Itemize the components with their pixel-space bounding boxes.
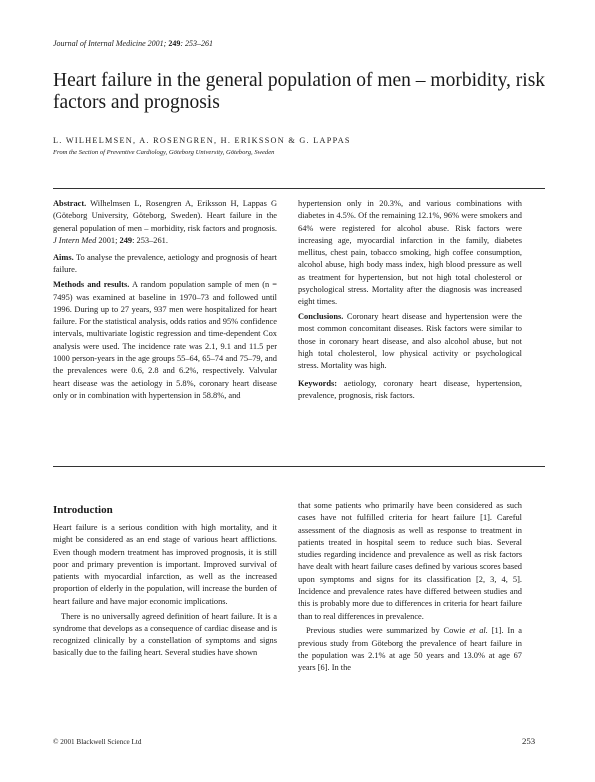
abstract-column-right [298, 198, 522, 405]
abstract-methods-continued [298, 198, 522, 309]
citation-journal: J Intern Med [53, 235, 97, 245]
intro-paragraph-2-part1: There is no universally agreed definition of heart failure. It is a syndrome that develops as a consequence of cardiac disease and is recognized clinically by a constellation of symptoms and signs basically due to the failing heart. Several studies have shown [53, 611, 277, 658]
abstract-top-rule [53, 188, 545, 189]
intro-paragraph-2 [53, 611, 277, 660]
p3-text-b: [1]. In a previous study from Göteborg the prevalence of heart failure in the population was 2.1% at age 50 years and 13.0% at age 67 years [6]. In the [298, 626, 522, 673]
abstract-keywords [298, 378, 522, 403]
citation-pages: : 253–261. [132, 235, 168, 245]
article-title: Heart failure in the general population of men – morbidity, risk factors and prognosis [53, 70, 546, 113]
author-list: L. WILHELMSEN, A. ROSENGREN, H. ERIKSSON & G. LAPPAS [53, 136, 351, 145]
introduction-column-right [298, 500, 522, 677]
keywords-text: aetiology, coronary heart disease, hypertension, prevalence, prognosis, risk factors. [298, 378, 522, 400]
abstract-conclusions [298, 311, 522, 372]
methods-text-part1: A random population sample of men (n = 7495) was examined at baseline in 1970–73 and followed until 1996. During up to 27 years, 937 men were hospitalized for heart failure. For the statistical analysis, odds ratios and 95% confidence intervals, multivariate logistic regression and time-dependent Cox analysis were used. The incidence rate was 2.1, 9.1 and 11.5 per 1000 person-years in the age groups 55–64, 65–74 and 75–79, and the prevalences were 0.6, 2.8 and 6.2%, respectively. Valvular heart disease was the aetiology in 5.8%, coronary heart disease only or in combination with hypertension in 58.8%, and [53, 280, 277, 400]
intro-paragraph-3 [298, 625, 522, 674]
abstract-citation [53, 198, 277, 247]
author-affiliation: From the Section of Preventive Cardiology, Göteborg University, Göteborg, Sweden [53, 149, 275, 156]
keywords-label: Keywords: [298, 378, 338, 388]
abstract-label: Abstract. [53, 199, 87, 208]
page-number: 253 [522, 736, 536, 746]
conclusions-label: Conclusions. [298, 312, 344, 322]
journal-pages: : 253–261 [180, 39, 213, 48]
abstract-methods [53, 279, 277, 402]
journal-volume: 249 [168, 39, 181, 48]
abstract-aims [53, 252, 277, 277]
section-heading-introduction: Introduction [53, 504, 113, 516]
aims-text: To analyse the prevalence, aetiology and prognosis of heart failure. [53, 253, 277, 275]
abstract-column-left [53, 198, 277, 405]
abstract-bottom-rule [53, 466, 545, 467]
p3-text-a: Previous studies were summarized by Cowie [306, 626, 466, 636]
copyright-notice: © 2001 Blackwell Science Ltd [53, 738, 142, 746]
intro-paragraph-2-continued [298, 500, 522, 623]
methods-label: Methods and results. [53, 280, 130, 290]
conclusions-text: Coronary heart disease and hypertension were the most common concomitant diseases. Risk factors were similar to those in coronary heart disease, and also alcohol abuse, but not high total cholesterol, low physical activity or psychological stress. Mortality was high. [298, 312, 523, 371]
journal-header [53, 39, 213, 48]
abstract-citation-text: Wilhelmsen L, Rosengren A, Eriksson H, Lappas G (Göteborg University, Göteborg, Sweden). Heart failure in the general population of men – morbidity, risk factors and prognosis. [53, 199, 277, 233]
aims-label: Aims. [53, 253, 74, 263]
introduction-column-left [53, 522, 277, 662]
methods-text-part2: hypertension only in 20.3%, and various combinations with diabetes in 4.5%. Of the remaining 12.1%, 96% were smokers and 64% were registered for alcohol abuse. Risk factors were increasing age, myocardial infarction in the family, diabetes mellitus, chest pain, tobacco smoking, high coffee consumption, alcohol abuse, high body mass index, high blood pressure as well as treatment for hypertension, but not high total cholesterol or psychological stress. Mortality after the diagnosis was increased eight times. [298, 199, 522, 307]
p3-etal: et al. [469, 626, 488, 636]
citation-year: 2001; [98, 235, 118, 245]
intro-paragraph-2-part2: that some patients who primarily have been considered as such cases have not fulfilled criteria for heart failure [1]. Careful assessment of the diagnosis as well as response to treatment in patients treated in hospital seem to reduce such bias. Several studies regarding incidence and prevalence as well as risk factors have dealt with heart failure cases defined by various scores based upon symptoms and signs for its classification [2, 3, 4, 5]. Incidence and prevalence rates have differed between studies and this is probably more due to differences in criteria for heart failure than to real differences in prevalence. [298, 501, 522, 621]
journal-year: 2001; [147, 39, 167, 48]
intro-paragraph-1: Heart failure is a serious condition with high mortality, and it might be considered as an end stage of various heart afflictions. Even though modern treatment has improved prognosis, it is still poor and primary prevention is important. Improved survival of patients with myocardial infarction, as well as the increased proportion of elderly in the population, will increase the burden of heart failure and have major economic implications. [53, 523, 277, 606]
citation-volume: 249 [119, 235, 133, 245]
journal-name: Journal of Internal Medicine [53, 39, 146, 48]
